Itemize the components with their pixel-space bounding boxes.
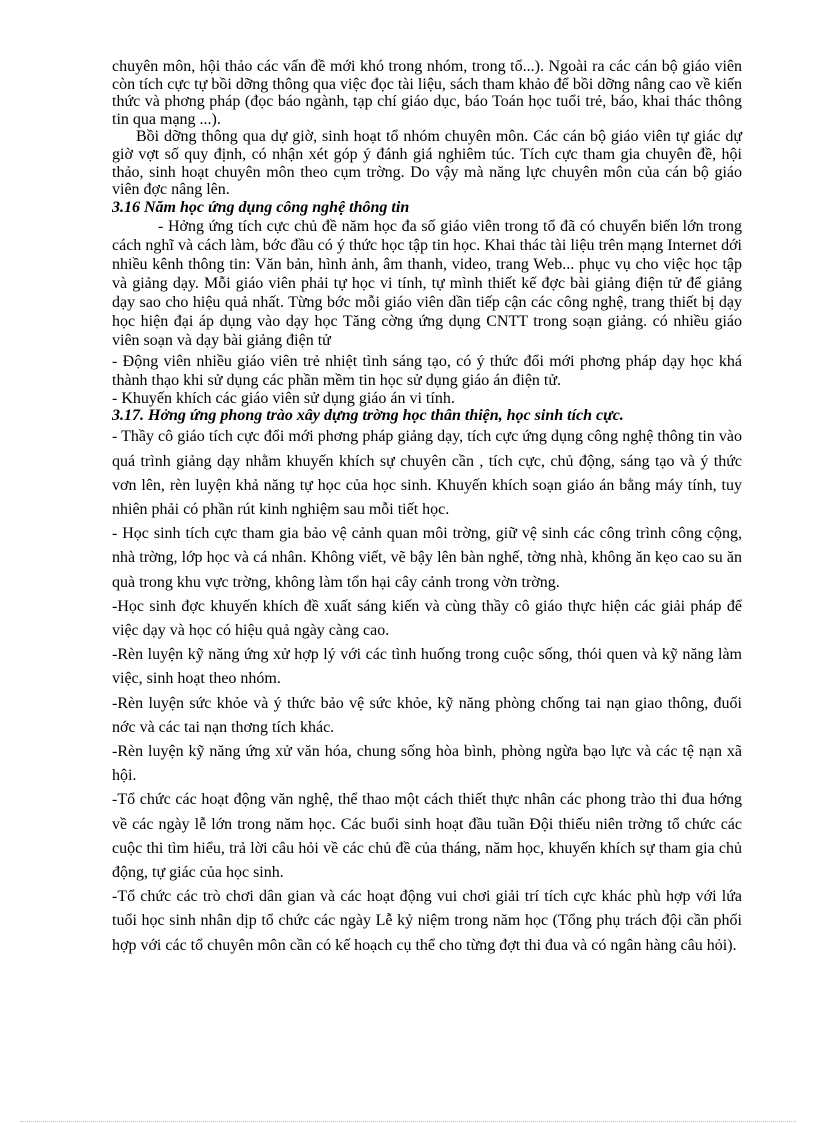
section-3-16-paragraph-1: - Hởng ứng tích cực chủ đề năm học đa số giáo viên trong tổ đã có chuyển biến lớn trong cách nghĩ và cách làm, bớc đầu có ý thức học tập tin học. Khai thác tài liệu trên mạng Internet dới nhiều kênh thông tin: Văn bản, hình ảnh, âm thanh, video, trang Web... phục vụ cho việc học tập và giảng dạy. Mỗi giáo viên phải tự học vi tính, tự mình thiết kế đợc bài giảng điện tử để giảng dạy sao cho hiệu quả nhất. Từng bớc mỗi giáo viên dần tiếp cận các công nghệ, trang thiết bị dạy học hiện đại áp dụng vào dạy học Tăng cờng ứng dụng CNTT trong soạn giảng. có nhiều giáo viên soạn và dạy bài giảng điện tử: [112, 217, 742, 349]
section-3-16-paragraph-3: - Khuyến khích các giáo viên sử dụng giáo án vi tính.: [112, 389, 455, 407]
section-3-17-paragraph: - Thầy cô giáo tích cực đổi mới phơng pháp giảng dạy, tích cực ứng dụng công nghệ thông tin vào quá trình giảng dạy nhằm khuyến khích sự chuyên cần , tích cực, chủ động, sáng tạo và ý thức vơn lên, rèn luyện khả năng tự học của học sinh. Khuyến khích soạn giáo án bằng máy tính, tuy nhiên phải có phần rút kinh nghiệm sau mỗi tiết học.: [112, 428, 742, 518]
section-3-16-paragraph-2: - Động viên nhiều giáo viên trẻ nhiệt tình sáng tạo, có ý thức đổi mới phơng pháp dạy học khá thành thạo khi sử dụng các phần mềm tin học sử dụng giáo án điện tử.: [112, 352, 742, 389]
section-3-17-paragraph: -Tổ chức các hoạt động văn nghệ, thể thao một cách thiết thực nhân các phong trào thi đua hớng về các ngày lễ lớn trong năm học. Các buổi sinh hoạt đầu tuần Đội thiếu niên trờng tổ chức các cuộc thi tìm hiểu, trả lời câu hỏi về các chủ đề của tháng, năm học, khuyến khích sự tham gia chủ động, tự giác của học sinh.: [112, 791, 742, 881]
section-3-17-paragraph: - Học sinh tích cực tham gia bảo vệ cảnh quan môi trờng, giữ vệ sinh các công trình công cộng, nhà trờng, lớp học và cá nhân. Không viết, vẽ bậy lên bàn nghế, tờng nhà, không ăn kẹo cao su ăn quà trong khu vực trờng, không làm tổn hại cây cảnh trong vờn trờng.: [112, 525, 742, 591]
section-3-16-heading: 3.16 Năm học ứng dụng công nghệ thông tin: [112, 198, 410, 216]
section-3-17-paragraph: -Học sinh đợc khuyến khích đề xuất sáng kiến và cùng thầy cô giáo thực hiện các giải pháp để việc dạy và học có hiệu quả ngày càng cao.: [112, 597, 742, 639]
section-3-17-paragraph: -Rèn luyện kỹ năng ứng xử hợp lý với các tình huống trong cuộc sống, thói quen và kỹ năng làm việc, sinh hoạt theo nhóm.: [112, 646, 742, 688]
section-3-17-paragraph: -Rèn luyện sức khỏe và ý thức bảo vệ sức khỏe, kỹ năng phòng chống tai nạn giao thông, đuối nớc và các tai nạn thơng tích khác.: [112, 694, 742, 736]
section-3-17-heading: 3.17. Hởng ứng phong trào xây dựng trờng học thân thiện, học sinh tích cực.: [112, 407, 624, 425]
section-3-17-paragraph: -Tổ chức các trò chơi dân gian và các hoạt động vui chơi giải trí tích cực khác phù hợp với lứa tuổi học sinh nhân dịp tổ chức các ngày Lễ kỷ niệm trong năm học (Tổng phụ trách đội cần phối hợp với các tổ chuyên môn cần có kế hoạch cụ thể cho từng đợt thi đua và có ngân hàng câu hỏi).: [112, 888, 742, 954]
section-3-17-paragraph: -Rèn luyện kỹ năng ứng xử văn hóa, chung sống hòa bình, phòng ngừa bạo lực và các tệ nạn xã hội.: [112, 742, 742, 785]
intro-paragraph-1: chuyên môn, hội thảo các vấn đề mới khó trong nhóm, trong tổ...). Ngoài ra các cán bộ giáo viên còn tích cực tự bồi dỡng thông qua việc đọc tài liệu, sách tham khảo để bồi dỡng nâng cao về kiến thức và phơng pháp (đọc báo ngành, tạp chí giáo dục, báo Toán học tuổi trẻ, báo, khai thác thông tin qua mạng ...).: [112, 58, 742, 128]
page-bottom-divider: [20, 1121, 796, 1122]
intro-paragraph-2: Bồi dỡng thông qua dự giờ, sinh hoạt tổ nhóm chuyên môn. Các cán bộ giáo viên tự giác dự giờ vợt số quy định, có nhận xét góp ý đánh giá nghiêm túc. Tích cực tham gia chuyên đề, hội thảo, sinh hoạt chuyên môn theo cụm trờng. Do vậy mà năng lực chuyên môn của cán bộ giáo viên đợc nâng lên.: [112, 128, 742, 199]
document-page: [112, 58, 742, 958]
